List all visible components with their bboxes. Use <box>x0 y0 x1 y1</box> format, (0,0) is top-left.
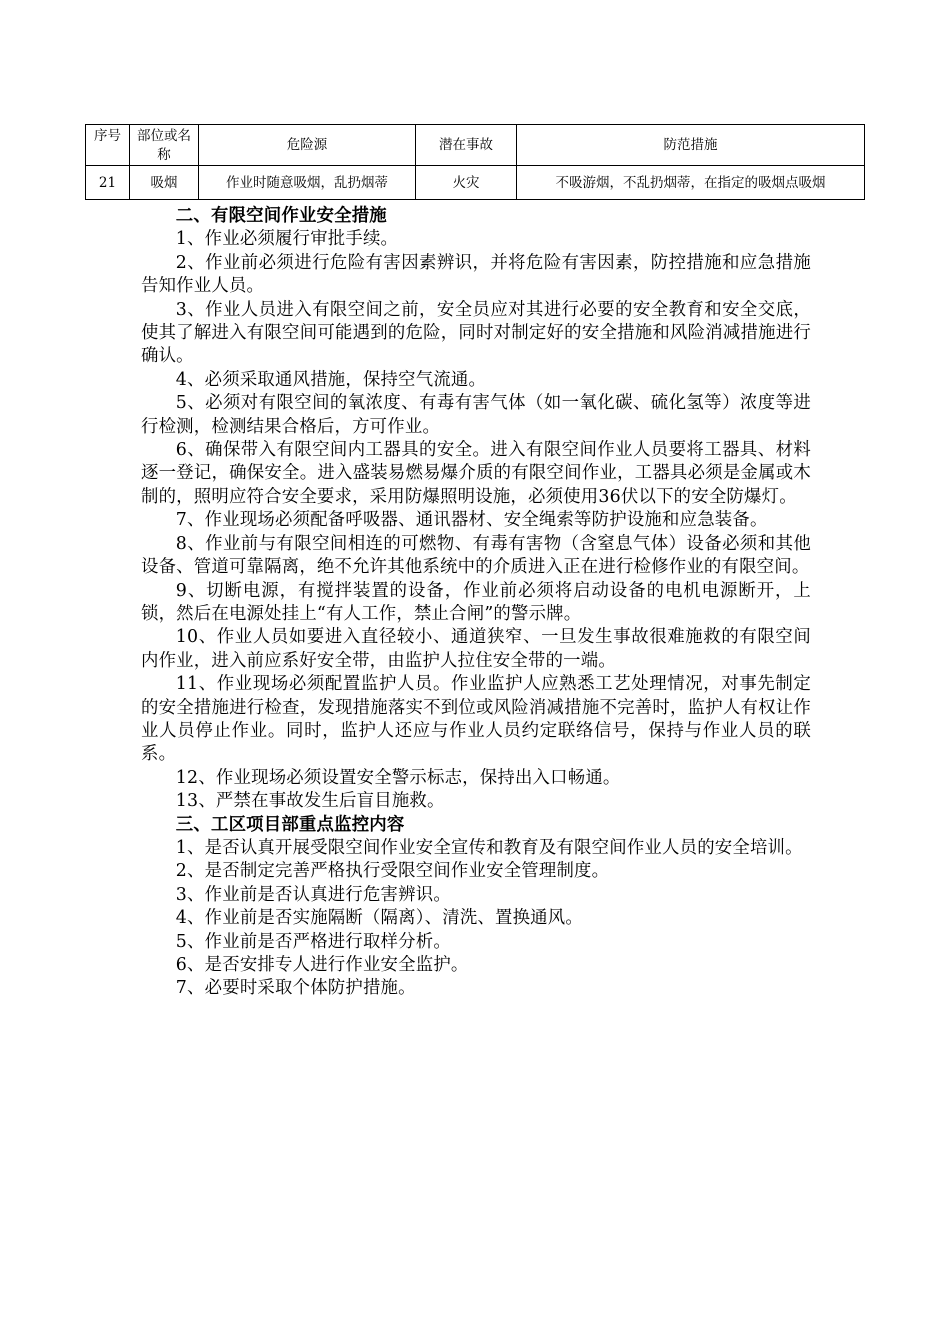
header-no: 序号 <box>86 125 130 166</box>
section-2-item: 11、作业现场必须配置监护人员。作业监护人应熟悉工艺处理情况，对事先制定的安全措施进行检查，发现措施落实不到位或风险消减措施不完善时，监护人有权让作业人员停止作业。同时，监护人还应与作业人员约定联络信号，保持与作业人员的联系。 <box>141 674 811 765</box>
section-2-item: 13、严禁在事故发生后盲目施救。 <box>175 791 445 812</box>
section-2-item: 10、作业人员如要进入直径较小、通道狭窄、一旦发生事故很难施救的有限空间内作业，进入前应系好安全带，由监护人拉住安全带的一端。 <box>141 627 811 671</box>
cell-measure: 不吸游烟，不乱扔烟蒂，在指定的吸烟点吸烟 <box>517 166 865 200</box>
section-3-item: 4、作业前是否实施隔断（隔离）、清洗、置换通风。 <box>175 908 583 929</box>
section-3-item: 3、作业前是否认真进行危害辨识。 <box>175 884 451 905</box>
table-header-row <box>86 125 865 166</box>
section-2-item: 12、作业现场必须设置安全警示标志，保持出入口畅通。 <box>175 767 621 788</box>
section-3-title: 三、工区项目部重点监控内容 <box>175 814 405 835</box>
cell-accident: 火灾 <box>416 166 517 200</box>
section-2-item: 5、必须对有限空间的氧浓度、有毒有害气体（如一氧化碳、硫化氢等）浓度等进行检测，检测结果合格后，方可作业。 <box>141 393 811 437</box>
section-3-item: 7、必要时采取个体防护措施。 <box>175 978 416 999</box>
section-3-item: 5、作业前是否严格进行取样分析。 <box>175 931 451 952</box>
section-2-item: 9、切断电源，有搅拌装置的设备，作业前必须将启动设备的电机电源断开，上锁，然后在电源处挂上“有人工作，禁止合闸”的警示牌。 <box>141 580 811 624</box>
header-part: 部位或名称 <box>130 125 199 166</box>
cell-hazard: 作业时随意吸烟，乱扔烟蒂 <box>199 166 416 200</box>
section-3-item: 6、是否安排专人进行作业安全监护。 <box>175 955 469 975</box>
section-2-item: 8、作业前与有限空间相连的可燃物、有毒有害物（含窒息气体）设备必须和其他设备、管道可靠隔离，绝不允许其他系统中的介质进入正在进行检修作业的有限空间。 <box>141 533 811 578</box>
header-measure: 防范措施 <box>517 125 865 166</box>
section-3-item: 1、是否认真开展受限空间作业安全宣传和教育及有限空间作业人员的安全培训。 <box>175 837 803 858</box>
section-2-item: 2、作业前必须进行危险有害因素辨识，并将危险有害因素，防控措施和应急措施告知作业人员。 <box>141 252 811 297</box>
header-accident: 潜在事故 <box>416 125 517 166</box>
section-2-item: 3、作业人员进入有限空间之前，安全员应对其进行必要的安全教育和安全交底，使其了解进入有限空间可能遇到的危险，同时对制定好的安全措施和风险消减措施进行确认。 <box>141 299 811 367</box>
header-hazard: 危险源 <box>199 125 416 166</box>
section-2-item: 6、确保带入有限空间内工器具的安全。进入有限空间作业人员要将工器具、材料逐一登记，确保安全。进入盛装易燃易爆介质的有限空间作业，工器具必须是金属或木制的，照明应符合安全要求，采用防爆照明设施，必须使用36伏以下的安全防爆灯。 <box>141 440 811 507</box>
section-2-title: 二、有限空间作业安全措施 <box>175 206 387 226</box>
section-2-item: 7、作业现场必须配备呼吸器、通讯器材、安全绳索等防护设施和应急装备。 <box>175 510 768 531</box>
hazard-table <box>85 124 865 200</box>
section-3-item: 2、是否制定完善严格执行受限空间作业安全管理制度。 <box>175 861 610 882</box>
section-2-item: 4、必须采取通风措施，保持空气流通。 <box>175 369 487 390</box>
cell-no: 21 <box>86 166 130 200</box>
section-2-item: 1、作业必须履行审批手续。 <box>175 229 399 250</box>
cell-part: 吸烟 <box>130 166 199 200</box>
table-row <box>86 166 865 200</box>
document-body <box>141 205 811 1001</box>
